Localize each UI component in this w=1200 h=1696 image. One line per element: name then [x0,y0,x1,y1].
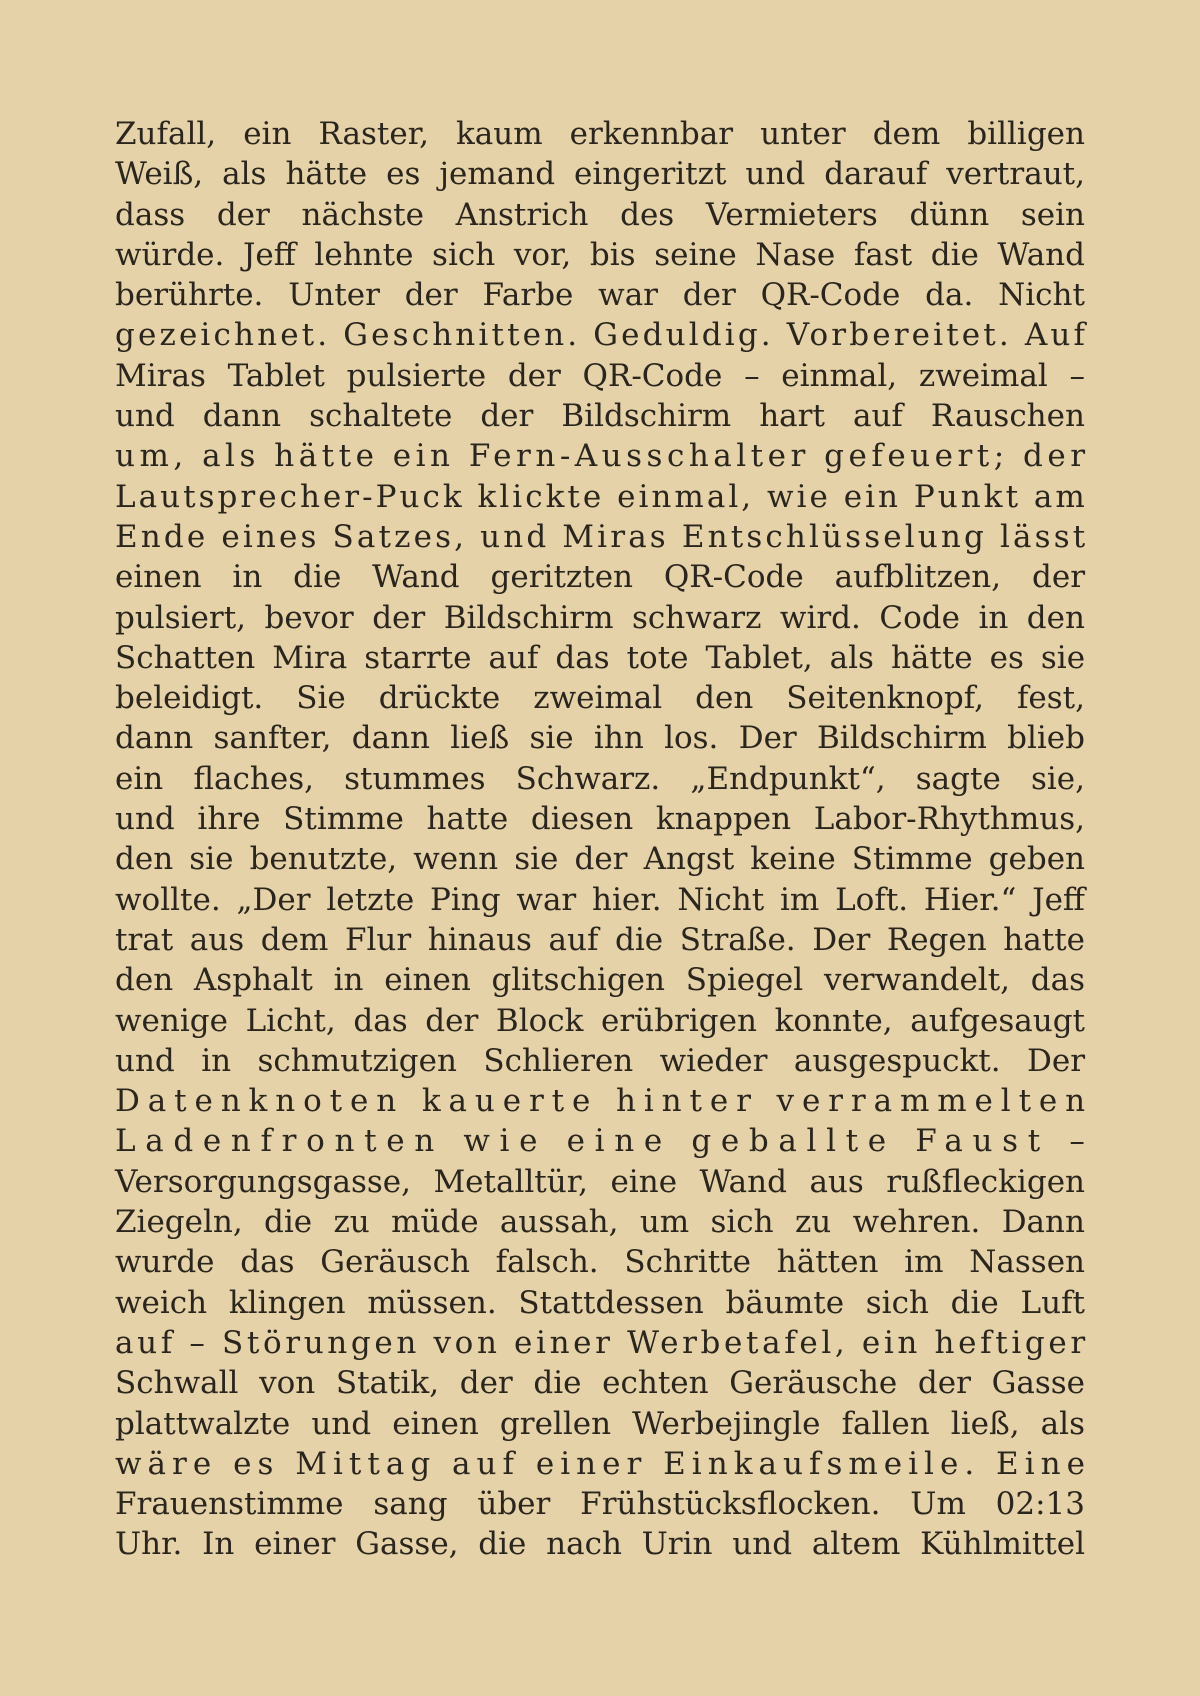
text-line: einen in die Wand geritzten QR-Code aufblitzen, der [115,559,1086,596]
text-line: Ende eines Satzes, und Miras Entschlüsselung lässt [115,518,1089,555]
text-line: Schwall von Statik, der die echten Geräusche der Gasse [115,1365,1085,1402]
text-line: Ladenfronten wie eine geballte Faust – [115,1123,1095,1160]
body-text [115,114,1095,1565]
text-line: und ihre Stimme hatte diesen knappen Labor-Rhythmus, [115,801,1085,838]
text-line: pulsiert, bevor der Bildschirm schwarz wird. Code in den [115,599,1085,636]
text-line: Weiß, als hätte es jemand eingeritzt und darauf vertraut, [115,156,1085,193]
text-line: um, als hätte ein Fern-Ausschalter gefeuert; der [115,438,1090,475]
text-line: auf – Störungen von einer Werbetafel, ein heftiger [115,1324,1089,1361]
text-line: den Asphalt in einen glitschigen Spiegel verwandelt, das [115,962,1086,999]
text-line: plattwalzte und einen grellen Werbejingle fallen ließ, als [115,1405,1085,1442]
text-line: trat aus dem Flur hinaus auf die Straße. Der Regen hatte [115,921,1086,958]
text-line: Ziegeln, die zu müde aussah, um sich zu wehren. Dann [115,1204,1085,1241]
text-line: und in schmutzigen Schlieren wieder ausgespuckt. Der [115,1042,1086,1079]
text-line: ein flaches, stummes Schwarz. „Endpunkt“, sagte sie, [115,760,1085,797]
text-line: wäre es Mittag auf einer Einkaufsmeile. Eine [115,1445,1091,1482]
text-line: Uhr. In einer Gasse, die nach Urin und altem Kühlmittel [115,1526,1085,1563]
text-line: Datenknoten kauerte hinter verrammelten [115,1083,1094,1120]
text-line: und dann schaltete der Bildschirm hart auf Rauschen [115,398,1085,435]
text-line: wurde das Geräusch falsch. Schritte hätten im Nassen [115,1244,1086,1281]
text-line: wollte. „Der letzte Ping war hier. Nicht im Loft. Hier.“ Jeff [115,881,1085,918]
text-line: Versorgungsgasse, Metalltür, eine Wand aus rußfleckigen [115,1163,1086,1200]
text-line: gezeichnet. Geschnitten. Geduldig. Vorbereitet. Auf [115,317,1089,354]
text-line: Miras Tablet pulsierte der QR-Code – einmal, zweimal – [115,357,1086,394]
text-line: berührte. Unter der Farbe war der QR-Code da. Nicht [115,277,1085,314]
text-line: Frauenstimme sang über Frühstücksflocken. Um 02:13 [115,1486,1086,1523]
text-line: beleidigt. Sie drückte zweimal den Seitenknopf, fest, [115,680,1085,717]
text-line: würde. Jeff lehnte sich vor, bis seine Nase fast die Wand [115,236,1085,273]
text-line: Zufall, ein Raster, kaum erkennbar unter dem billigen [115,116,1085,152]
text-line: Lautsprecher-Puck klickte einmal, wie ein Punkt am [115,478,1088,515]
text-line: wenige Licht, das der Block erübrigen konnte, aufgesaugt [115,1002,1086,1039]
text-line: Schatten Mira starrte auf das tote Tablet, als hätte es sie [115,639,1086,676]
text-line: dann sanfter, dann ließ sie ihn los. Der Bildschirm blieb [115,720,1085,757]
text-line: weich klingen müssen. Stattdessen bäumte sich die Luft [115,1284,1085,1321]
text-line: dass der nächste Anstrich des Vermieters dünn sein [115,196,1086,233]
text-line: den sie benutzte, wenn sie der Angst keine Stimme geben [115,841,1086,878]
